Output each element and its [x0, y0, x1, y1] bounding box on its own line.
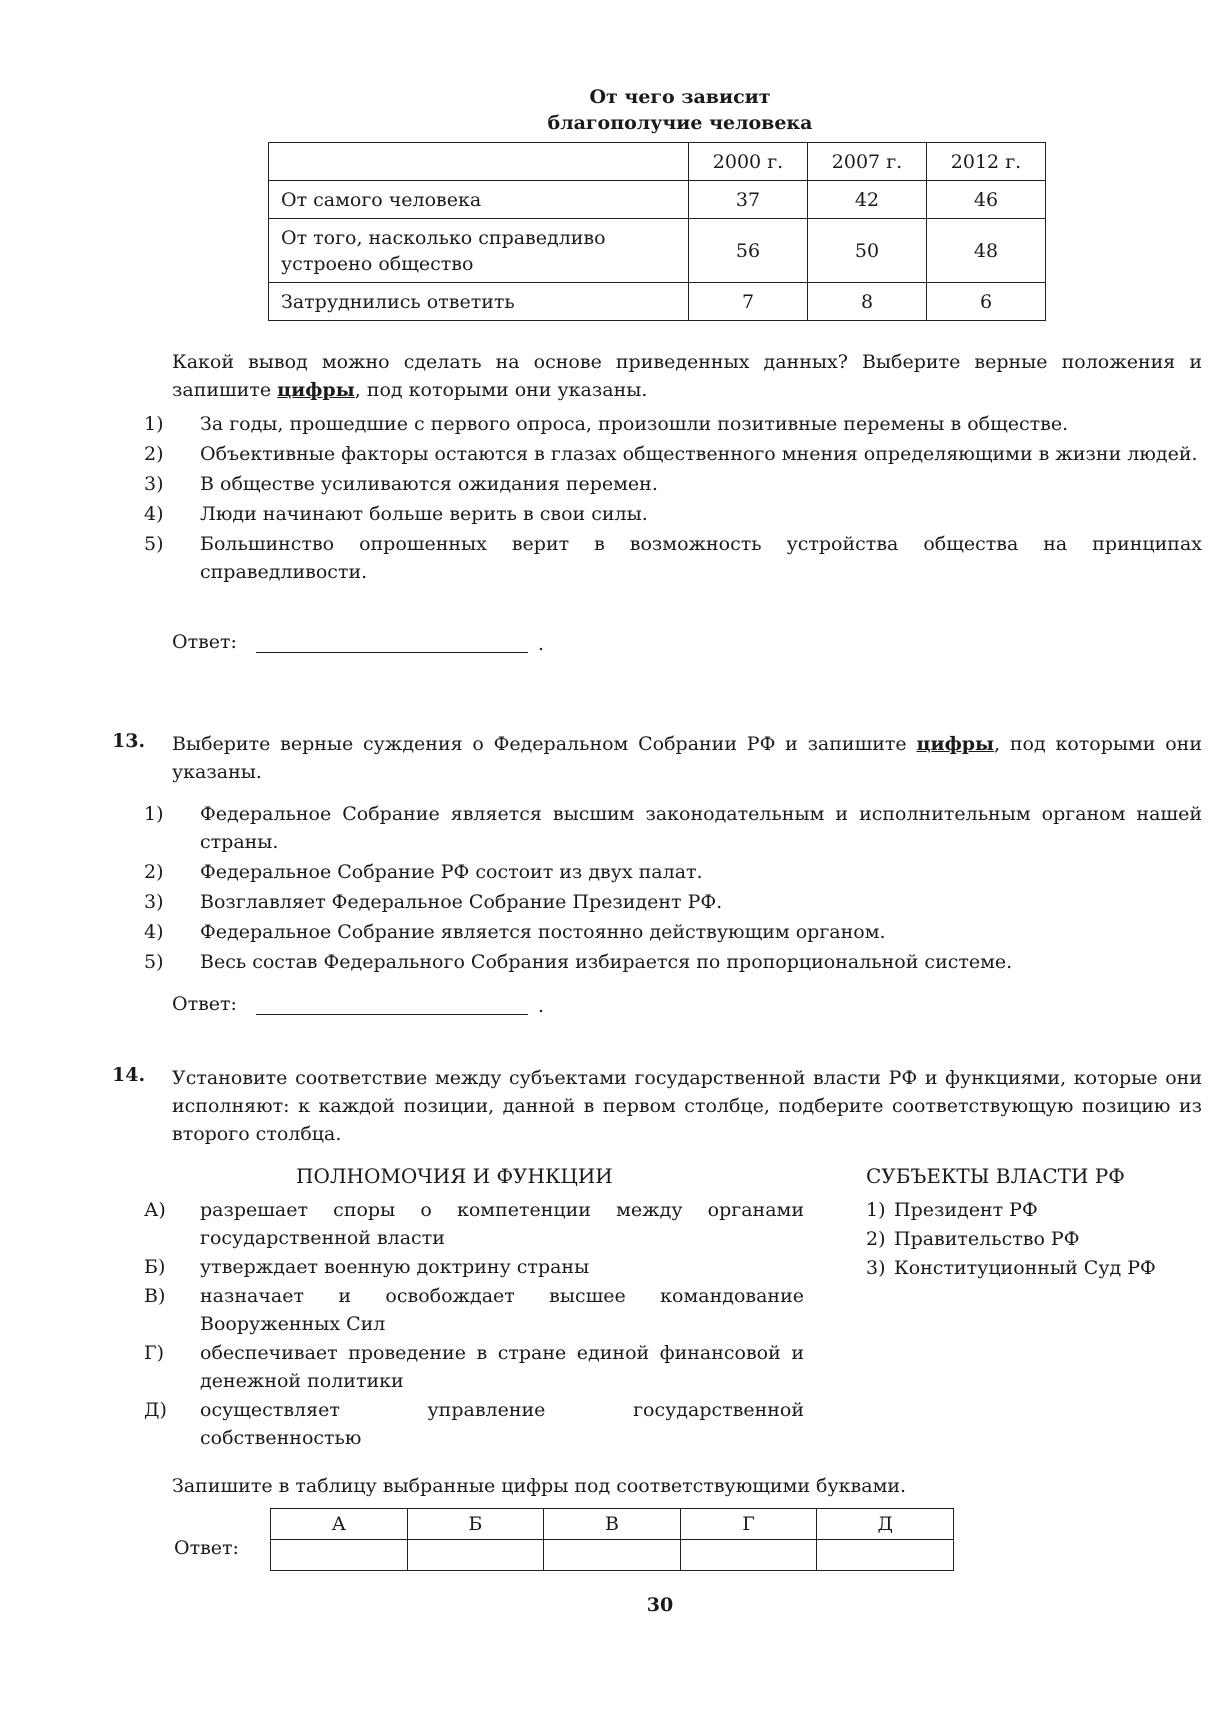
q14-answer-letter: Г [680, 1509, 817, 1540]
q14-right-column [866, 1196, 1206, 1282]
q14-answer-letter: А [271, 1509, 408, 1540]
q13-prompt-bold: цифры [916, 733, 995, 755]
q14-instruction: Запишите в таблицу выбранные цифры под соответствующими буквами. [172, 1475, 907, 1497]
q14-answer-letter: Д [817, 1509, 954, 1540]
q12-answer-dot: . [538, 633, 545, 655]
q13-option: 5) Весь состав Федерального Собрания избирается по пропорциональной системе. [144, 951, 1013, 973]
table-header-row [269, 143, 1046, 181]
table-title-line1: От чего зависит [589, 86, 771, 108]
q14-answer-cell[interactable] [544, 1540, 681, 1571]
q14-answer-letter: В [544, 1509, 681, 1540]
q12-prompt-bold: цифры [277, 379, 355, 401]
table-cell: 50 [808, 219, 927, 283]
table-cell: 8 [808, 283, 927, 321]
q14-answer-cell[interactable] [407, 1540, 544, 1571]
table-row-label: От самого человека [269, 181, 689, 219]
table-row [269, 283, 1046, 321]
table-cell: 42 [808, 181, 927, 219]
q13-answer-field[interactable] [256, 992, 528, 1015]
q14-answer-cell[interactable] [817, 1540, 954, 1571]
q14-left-heading: ПОЛНОМОЧИЯ И ФУНКЦИИ [296, 1164, 613, 1188]
q12-options [144, 410, 1202, 586]
q14-left-column [144, 1196, 804, 1452]
table-cell: 46 [927, 181, 1046, 219]
q13-option: 3) Возглавляет Федеральное Собрание Президент РФ. [144, 891, 723, 913]
q13-prompt-text: Выберите верные суждения о Федеральном Собрании РФ и запишите [172, 733, 917, 755]
q13-option: 1) Федеральное Собрание является высшим законодательным и исполнительным органом нашей страны. [144, 803, 1202, 853]
q14-prompt: Установите соответствие между субъектами государственной власти РФ и функциями, которые они исполняют: к каждой позиции, данной в первом столбце, подберите соответствующую позицию из второго столбца. [172, 1067, 1202, 1145]
page-number: 30 [646, 1594, 674, 1616]
q14-function-item: Г) обеспечивает проведение в стране единой финансовой и денежной политики [144, 1342, 804, 1392]
q13-option: 4) Федеральное Собрание является постоянно действующим органом. [144, 921, 886, 943]
q13-answer-dot: . [538, 995, 545, 1017]
table-header-cell: 2007 г. [808, 143, 927, 181]
table-header-cell: 2012 г. [927, 143, 1046, 181]
q14-function-item: А) разрешает споры о компетенции между органами государственной власти [144, 1199, 804, 1249]
table-row [269, 181, 1046, 219]
table-cell: 6 [927, 283, 1046, 321]
q14-answer-table [270, 1508, 954, 1571]
table-row-label: Затруднились ответить [269, 283, 689, 321]
q14-function-item: Б) утверждает военную доктрину страны [144, 1256, 590, 1278]
q14-subject-item: 1) Президент РФ [866, 1199, 1038, 1221]
q13-number: 13. [112, 730, 146, 752]
table-header-cell: 2000 г. [689, 143, 808, 181]
q12-option: 4) Люди начинают больше верить в свои силы. [144, 503, 648, 525]
q14-answer-cell[interactable] [680, 1540, 817, 1571]
q12-option: 3) В обществе усиливаются ожидания перемен. [144, 473, 658, 495]
q14-subject-item: 3) Конституционный Суд РФ [866, 1257, 1156, 1279]
q14-right-heading: СУБЪЕКТЫ ВЛАСТИ РФ [866, 1164, 1125, 1188]
q14-answer-letters-row [271, 1509, 954, 1540]
table-cell: 56 [689, 219, 808, 283]
table-title-line2: благополучие человека [547, 112, 813, 134]
q12-prompt-text-end: , под которыми они указаны. [354, 379, 648, 401]
q14-number: 14. [112, 1064, 146, 1086]
q12-prompt-text: Какой вывод можно сделать на основе приведенных данных? Выберите верные положения и запишите [172, 351, 1202, 401]
survey-table [268, 142, 1046, 321]
table-cell: 48 [927, 219, 1046, 283]
q14-answer-cell[interactable] [271, 1540, 408, 1571]
q14-answer-letter: Б [407, 1509, 544, 1540]
table-row-label: От того, насколько справедливо устроено общество [269, 219, 689, 283]
q13-option: 2) Федеральное Собрание РФ состоит из двух палат. [144, 861, 703, 883]
table-cell: 37 [689, 181, 808, 219]
q12-prompt [172, 348, 1202, 404]
q13-answer-label: Ответ: [172, 993, 237, 1015]
q14-answer-input-row [271, 1540, 954, 1571]
q14-answer-label: Ответ: [174, 1537, 239, 1559]
q14-subject-item: 2) Правительство РФ [866, 1228, 1080, 1250]
q12-answer-label: Ответ: [172, 631, 237, 653]
table-row [269, 219, 1046, 283]
table-header-cell [269, 143, 689, 181]
q12-option: 1) За годы, прошедшие с первого опроса, произошли позитивные перемены в обществе. [144, 413, 1069, 435]
q13-prompt-text-end: , под которыми они указаны. [172, 733, 1202, 783]
q12-option: 2) Объективные факторы остаются в глазах общественного мнения определяющими в жизни людей. [144, 443, 1198, 465]
q12-option: 5) Большинство опрошенных верит в возможность устройства общества на принципах справедливости. [144, 533, 1202, 583]
q13-options [144, 800, 1202, 976]
q13-prompt [172, 730, 1202, 786]
table-cell: 7 [689, 283, 808, 321]
q14-function-item: Д) осуществляет управление государственной собственностью [144, 1399, 804, 1449]
q12-answer-field[interactable] [256, 630, 528, 653]
q14-function-item: В) назначает и освобождает высшее командование Вооруженных Сил [144, 1285, 804, 1335]
